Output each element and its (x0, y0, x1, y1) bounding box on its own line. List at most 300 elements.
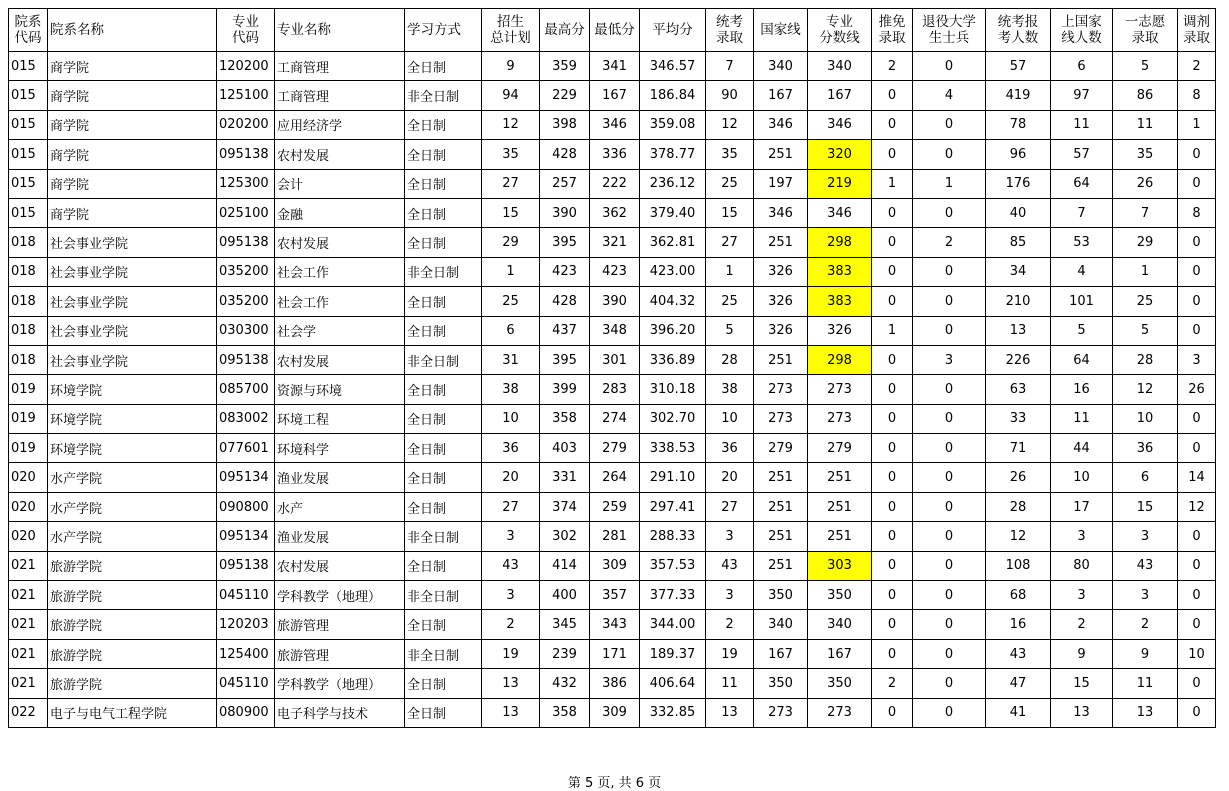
table-cell: 78 (986, 110, 1051, 139)
table-cell: 28 (706, 345, 754, 374)
table-cell: 3 (482, 581, 540, 610)
table-cell: 16 (1051, 375, 1113, 404)
table-cell: 6 (1051, 52, 1113, 81)
table-cell: 16 (986, 610, 1051, 639)
table-cell: 全日制 (405, 463, 482, 492)
table-cell: 332.85 (640, 698, 706, 727)
table-cell: 077601 (217, 434, 275, 463)
table-cell: 0 (872, 345, 913, 374)
table-cell: 019 (9, 404, 48, 433)
table-cell: 0 (913, 375, 986, 404)
table-cell: 13 (1051, 698, 1113, 727)
table-cell: 会计 (275, 169, 405, 198)
table-cell: 0 (872, 610, 913, 639)
table-cell: 018 (9, 257, 48, 286)
table-cell: 1 (913, 169, 986, 198)
table-cell: 0 (913, 52, 986, 81)
table-cell: 0 (1178, 169, 1216, 198)
table-row (9, 345, 1216, 374)
table-row (9, 287, 1216, 316)
table-cell: 非全日制 (405, 257, 482, 286)
table-cell: 018 (9, 345, 48, 374)
table-cell: 326 (754, 257, 808, 286)
table-row (9, 140, 1216, 169)
table-cell: 43 (706, 551, 754, 580)
table-cell: 13 (986, 316, 1051, 345)
table-cell: 44 (1051, 434, 1113, 463)
table-cell: 0 (913, 669, 986, 698)
table-cell: 全日制 (405, 140, 482, 169)
admission-table-sheet (8, 8, 1216, 728)
table-cell: 6 (482, 316, 540, 345)
column-header: 招生 总计划 (482, 9, 540, 52)
table-row (9, 316, 1216, 345)
table-cell: 298 (808, 228, 872, 257)
table-cell: 358 (540, 698, 590, 727)
table-cell: 303 (808, 551, 872, 580)
table-cell: 377.33 (640, 581, 706, 610)
table-cell: 403 (540, 434, 590, 463)
table-cell: 11 (706, 669, 754, 698)
table-cell: 电子科学与技术 (275, 698, 405, 727)
column-header: 退役大学 生士兵 (913, 9, 986, 52)
table-cell: 167 (808, 81, 872, 110)
table-cell: 021 (9, 581, 48, 610)
table-cell: 7 (1051, 198, 1113, 227)
table-cell: 251 (754, 345, 808, 374)
table-cell: 3 (1051, 581, 1113, 610)
table-cell: 274 (590, 404, 640, 433)
table-cell: 0 (872, 257, 913, 286)
table-cell: 383 (808, 257, 872, 286)
table-cell: 38 (706, 375, 754, 404)
table-cell: 旅游管理 (275, 639, 405, 668)
table-cell: 94 (482, 81, 540, 110)
table-cell: 商学院 (48, 198, 217, 227)
table-cell: 340 (754, 610, 808, 639)
table-cell: 27 (482, 492, 540, 521)
table-body (9, 52, 1216, 728)
table-cell: 27 (706, 228, 754, 257)
table-cell: 383 (808, 287, 872, 316)
table-cell: 0 (913, 404, 986, 433)
table-cell: 36 (706, 434, 754, 463)
table-cell: 108 (986, 551, 1051, 580)
table-cell: 095134 (217, 522, 275, 551)
table-cell: 0 (1178, 140, 1216, 169)
table-cell: 2 (1113, 610, 1178, 639)
table-cell: 12 (986, 522, 1051, 551)
table-cell: 非全日制 (405, 345, 482, 374)
table-cell: 旅游学院 (48, 551, 217, 580)
table-cell: 全日制 (405, 551, 482, 580)
table-cell: 全日制 (405, 287, 482, 316)
table-cell: 0 (913, 551, 986, 580)
column-header: 一志愿 录取 (1113, 9, 1178, 52)
table-cell: 346 (808, 198, 872, 227)
table-cell: 商学院 (48, 52, 217, 81)
column-header: 院系 代码 (9, 9, 48, 52)
table-row (9, 551, 1216, 580)
table-cell: 251 (754, 228, 808, 257)
table-cell: 0 (872, 287, 913, 316)
table-cell: 15 (1113, 492, 1178, 521)
table-cell: 0 (1178, 434, 1216, 463)
table-cell: 0 (913, 639, 986, 668)
table-cell: 非全日制 (405, 639, 482, 668)
table-cell: 社会事业学院 (48, 287, 217, 316)
table-cell: 336.89 (640, 345, 706, 374)
table-cell: 旅游学院 (48, 610, 217, 639)
table-cell: 环境学院 (48, 404, 217, 433)
table-cell: 34 (986, 257, 1051, 286)
table-cell: 251 (808, 463, 872, 492)
table-cell: 095138 (217, 228, 275, 257)
table-cell: 1 (872, 316, 913, 345)
table-cell: 4 (913, 81, 986, 110)
table-cell: 346 (754, 110, 808, 139)
table-cell: 3 (706, 522, 754, 551)
table-cell: 341 (590, 52, 640, 81)
table-cell: 20 (482, 463, 540, 492)
table-row (9, 522, 1216, 551)
table-cell: 17 (1051, 492, 1113, 521)
table-cell: 1 (1113, 257, 1178, 286)
table-cell: 0 (913, 316, 986, 345)
table-cell: 320 (808, 140, 872, 169)
table-cell: 229 (540, 81, 590, 110)
table-cell: 345 (540, 610, 590, 639)
table-cell: 015 (9, 198, 48, 227)
column-header: 院系名称 (48, 9, 217, 52)
table-cell: 应用经济学 (275, 110, 405, 139)
table-cell: 022 (9, 698, 48, 727)
table-cell: 251 (754, 463, 808, 492)
table-cell: 2 (706, 610, 754, 639)
table-cell: 020200 (217, 110, 275, 139)
table-cell: 222 (590, 169, 640, 198)
table-cell: 0 (1178, 257, 1216, 286)
table-cell: 390 (540, 198, 590, 227)
table-cell: 251 (808, 492, 872, 521)
table-cell: 13 (482, 669, 540, 698)
table-cell: 15 (706, 198, 754, 227)
column-header: 国家线 (754, 9, 808, 52)
table-cell: 398 (540, 110, 590, 139)
table-cell: 340 (808, 52, 872, 81)
table-cell: 社会事业学院 (48, 228, 217, 257)
table-cell: 26 (986, 463, 1051, 492)
table-cell: 1 (482, 257, 540, 286)
table-cell: 社会事业学院 (48, 257, 217, 286)
table-cell: 15 (482, 198, 540, 227)
table-cell: 8 (1178, 198, 1216, 227)
table-cell: 57 (986, 52, 1051, 81)
table-cell: 015 (9, 52, 48, 81)
table-cell: 302.70 (640, 404, 706, 433)
table-cell: 0 (872, 639, 913, 668)
table-cell: 商学院 (48, 140, 217, 169)
table-cell: 7 (1113, 198, 1178, 227)
table-cell: 12 (1178, 492, 1216, 521)
table-cell: 86 (1113, 81, 1178, 110)
table-cell: 0 (913, 581, 986, 610)
table-cell: 406.64 (640, 669, 706, 698)
table-cell: 27 (482, 169, 540, 198)
table-cell: 0 (872, 81, 913, 110)
table-cell: 28 (986, 492, 1051, 521)
table-cell: 346 (590, 110, 640, 139)
table-cell: 326 (808, 316, 872, 345)
table-cell: 全日制 (405, 228, 482, 257)
table-cell: 279 (754, 434, 808, 463)
table-row (9, 169, 1216, 198)
table-cell: 400 (540, 581, 590, 610)
table-cell: 8 (1178, 81, 1216, 110)
table-cell: 社会事业学院 (48, 316, 217, 345)
table-cell: 083002 (217, 404, 275, 433)
column-header: 学习方式 (405, 9, 482, 52)
table-cell: 281 (590, 522, 640, 551)
table-cell: 31 (482, 345, 540, 374)
table-cell: 120203 (217, 610, 275, 639)
table-cell: 025100 (217, 198, 275, 227)
table-cell: 015 (9, 81, 48, 110)
table-cell: 0 (1178, 287, 1216, 316)
table-cell: 018 (9, 316, 48, 345)
table-cell: 095138 (217, 551, 275, 580)
table-cell: 农村发展 (275, 551, 405, 580)
table-cell: 0 (1178, 698, 1216, 727)
table-cell: 47 (986, 669, 1051, 698)
table-cell: 10 (482, 404, 540, 433)
table-cell: 340 (808, 610, 872, 639)
table-cell: 旅游学院 (48, 669, 217, 698)
table-cell: 13 (1113, 698, 1178, 727)
table-cell: 279 (808, 434, 872, 463)
table-cell: 350 (754, 581, 808, 610)
table-cell: 全日制 (405, 698, 482, 727)
table-row (9, 81, 1216, 110)
table-cell: 全日制 (405, 492, 482, 521)
table-row (9, 375, 1216, 404)
table-cell: 80 (1051, 551, 1113, 580)
table-cell: 全日制 (405, 434, 482, 463)
table-cell: 全日制 (405, 610, 482, 639)
table-cell: 0 (913, 522, 986, 551)
table-cell: 71 (986, 434, 1051, 463)
table-cell: 全日制 (405, 52, 482, 81)
table-cell: 农村发展 (275, 140, 405, 169)
table-cell: 399 (540, 375, 590, 404)
table-cell: 0 (872, 110, 913, 139)
table-cell: 96 (986, 140, 1051, 169)
table-cell: 9 (1113, 639, 1178, 668)
table-cell: 1 (1178, 110, 1216, 139)
table-cell: 350 (808, 581, 872, 610)
table-cell: 167 (590, 81, 640, 110)
table-cell: 251 (754, 551, 808, 580)
table-cell: 273 (754, 404, 808, 433)
table-cell: 386 (590, 669, 640, 698)
table-cell: 10 (1113, 404, 1178, 433)
table-cell: 非全日制 (405, 581, 482, 610)
table-cell: 旅游管理 (275, 610, 405, 639)
table-row (9, 669, 1216, 698)
table-cell: 251 (754, 140, 808, 169)
table-cell: 125300 (217, 169, 275, 198)
table-cell: 125100 (217, 81, 275, 110)
table-cell: 018 (9, 228, 48, 257)
table-cell: 旅游学院 (48, 639, 217, 668)
table-cell: 423 (540, 257, 590, 286)
table-cell: 423.00 (640, 257, 706, 286)
table-cell: 0 (872, 228, 913, 257)
table-cell: 3 (482, 522, 540, 551)
table-cell: 0 (872, 434, 913, 463)
table-cell: 10 (1051, 463, 1113, 492)
table-cell: 全日制 (405, 198, 482, 227)
table-cell: 1 (872, 169, 913, 198)
table-cell: 25 (482, 287, 540, 316)
table-cell: 农村发展 (275, 345, 405, 374)
table-cell: 10 (1178, 639, 1216, 668)
table-cell: 3 (1113, 581, 1178, 610)
column-header: 专业 分数线 (808, 9, 872, 52)
table-cell: 030300 (217, 316, 275, 345)
table-cell: 25 (1113, 287, 1178, 316)
table-row (9, 463, 1216, 492)
table-cell: 310.18 (640, 375, 706, 404)
table-cell: 095134 (217, 463, 275, 492)
table-cell: 362 (590, 198, 640, 227)
table-cell: 015 (9, 110, 48, 139)
table-cell: 343 (590, 610, 640, 639)
table-cell: 9 (482, 52, 540, 81)
table-cell: 13 (482, 698, 540, 727)
table-cell: 1 (706, 257, 754, 286)
table-cell: 298 (808, 345, 872, 374)
table-cell: 全日制 (405, 169, 482, 198)
table-cell: 5 (706, 316, 754, 345)
table-cell: 358 (540, 404, 590, 433)
table-cell: 125400 (217, 639, 275, 668)
table-cell: 29 (482, 228, 540, 257)
table-cell: 90 (706, 81, 754, 110)
table-row (9, 698, 1216, 727)
column-header: 上国家 线人数 (1051, 9, 1113, 52)
table-cell: 428 (540, 140, 590, 169)
table-cell: 2 (1051, 610, 1113, 639)
table-cell: 279 (590, 434, 640, 463)
table-cell: 63 (986, 375, 1051, 404)
table-cell: 0 (872, 463, 913, 492)
table-cell: 0 (913, 110, 986, 139)
table-cell: 167 (754, 81, 808, 110)
table-cell: 农村发展 (275, 228, 405, 257)
table-cell: 0 (1178, 669, 1216, 698)
admission-table (8, 8, 1216, 728)
table-cell: 43 (482, 551, 540, 580)
table-cell: 0 (872, 140, 913, 169)
table-cell: 350 (808, 669, 872, 698)
table-cell: 水产 (275, 492, 405, 521)
table-cell: 水产学院 (48, 463, 217, 492)
column-header: 最低分 (590, 9, 640, 52)
table-cell: 186.84 (640, 81, 706, 110)
table-cell: 2 (872, 669, 913, 698)
table-cell: 189.37 (640, 639, 706, 668)
table-cell: 336 (590, 140, 640, 169)
table-cell: 346 (808, 110, 872, 139)
table-cell: 0 (872, 404, 913, 433)
table-cell: 239 (540, 639, 590, 668)
table-row (9, 110, 1216, 139)
table-cell: 035200 (217, 257, 275, 286)
column-header: 专业名称 (275, 9, 405, 52)
table-cell: 350 (754, 669, 808, 698)
table-cell: 404.32 (640, 287, 706, 316)
table-cell: 0 (872, 551, 913, 580)
table-cell: 商学院 (48, 169, 217, 198)
table-cell: 251 (754, 492, 808, 521)
table-cell: 018 (9, 287, 48, 316)
table-cell: 396.20 (640, 316, 706, 345)
table-cell: 4 (1051, 257, 1113, 286)
table-cell: 236.12 (640, 169, 706, 198)
table-cell: 171 (590, 639, 640, 668)
table-cell: 326 (754, 287, 808, 316)
table-cell: 53 (1051, 228, 1113, 257)
table-cell: 渔业发展 (275, 522, 405, 551)
table-cell: 0 (913, 198, 986, 227)
table-row (9, 434, 1216, 463)
table-row (9, 198, 1216, 227)
column-header: 最高分 (540, 9, 590, 52)
table-cell: 259 (590, 492, 640, 521)
table-cell: 12 (482, 110, 540, 139)
table-cell: 11 (1113, 110, 1178, 139)
table-cell: 全日制 (405, 669, 482, 698)
table-cell: 095138 (217, 140, 275, 169)
table-cell: 362.81 (640, 228, 706, 257)
table-cell: 3 (1113, 522, 1178, 551)
table-cell: 344.00 (640, 610, 706, 639)
table-cell: 全日制 (405, 404, 482, 433)
table-cell: 302 (540, 522, 590, 551)
table-cell: 0 (913, 287, 986, 316)
table-cell: 电子与电气工程学院 (48, 698, 217, 727)
table-cell: 35 (1113, 140, 1178, 169)
table-cell: 环境学院 (48, 434, 217, 463)
table-cell: 0 (1178, 228, 1216, 257)
table-cell: 25 (706, 287, 754, 316)
table-cell: 021 (9, 669, 48, 698)
table-cell: 021 (9, 551, 48, 580)
table-cell: 0 (872, 522, 913, 551)
table-cell: 14 (1178, 463, 1216, 492)
table-cell: 015 (9, 169, 48, 198)
page-footer: 第 5 页, 共 6 页 (567, 776, 662, 791)
table-cell: 水产学院 (48, 492, 217, 521)
table-cell: 26 (1113, 169, 1178, 198)
table-cell: 2 (482, 610, 540, 639)
table-cell: 251 (754, 522, 808, 551)
table-cell: 11 (1051, 404, 1113, 433)
table-cell: 36 (482, 434, 540, 463)
table-cell: 197 (754, 169, 808, 198)
table-cell: 095138 (217, 345, 275, 374)
